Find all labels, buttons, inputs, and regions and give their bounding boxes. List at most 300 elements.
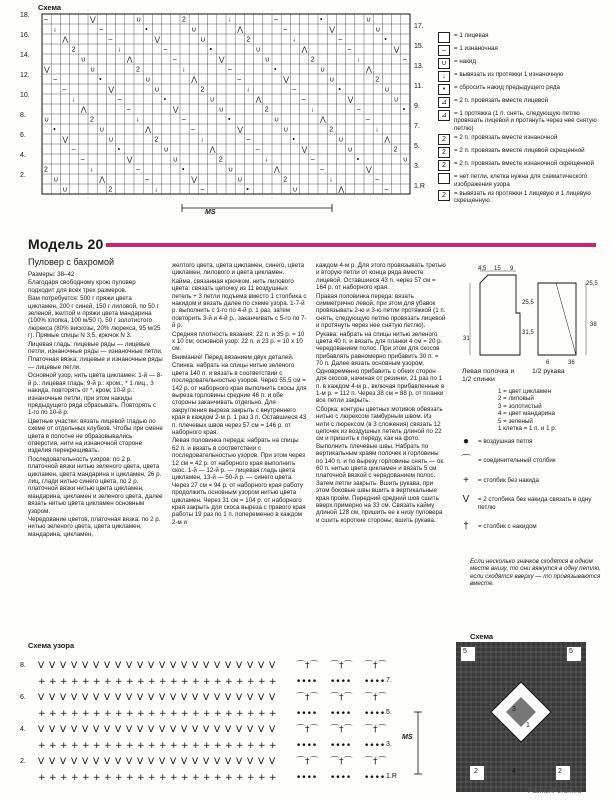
crochet-stitch: + bbox=[104, 741, 112, 751]
stitch-symbol: – bbox=[356, 106, 361, 114]
stitch-symbol: ∪ bbox=[172, 156, 178, 164]
legend-text: = 1 протяжка (1 п. снять, следующую петлю провязать лицевой и протянуть через нее снятую петлю) bbox=[454, 110, 597, 132]
crochet-stitch: V bbox=[71, 693, 78, 703]
crochet-stitch: + bbox=[159, 677, 167, 687]
stitch-symbol: ⋁ bbox=[283, 76, 289, 84]
crochet-stitch: V bbox=[82, 757, 89, 767]
crochet-stitch: + bbox=[137, 773, 145, 783]
stitch-symbol: ↓ bbox=[264, 156, 269, 164]
instructions-column-2 bbox=[172, 262, 307, 527]
crochet-stitch: V bbox=[71, 661, 78, 671]
crochet-stitch: V bbox=[214, 757, 221, 767]
crochet-stitch: + bbox=[60, 677, 68, 687]
stitch-symbol: – bbox=[292, 86, 297, 94]
crochet-stitch: V bbox=[49, 693, 56, 703]
crochet-stitch: V bbox=[170, 661, 177, 671]
crochet-stitch: V bbox=[137, 661, 144, 671]
stitch-symbol: 2 bbox=[200, 86, 205, 94]
crochet-stitch: V bbox=[214, 661, 221, 671]
legend-symbol-icon: 2 bbox=[438, 160, 450, 171]
bottom-row-left: 2. bbox=[20, 758, 26, 765]
stitch-symbol: ∪ bbox=[320, 66, 326, 74]
crochet-stitch: V bbox=[93, 661, 100, 671]
stitch-symbol: ∪ bbox=[292, 186, 298, 194]
color-key bbox=[498, 388, 608, 432]
stitch-symbol: ↓ bbox=[154, 186, 158, 194]
stitch-symbol: – bbox=[301, 96, 306, 104]
stitch-symbol: – bbox=[136, 166, 140, 174]
stitch-symbol: ↓ bbox=[90, 166, 94, 174]
crochet-stitch: V bbox=[214, 725, 221, 735]
stitch-symbol: – bbox=[402, 56, 407, 64]
stitch-symbol: – bbox=[283, 26, 288, 34]
crochet-stitch: V bbox=[126, 725, 133, 735]
stitch-symbol: ∪ bbox=[62, 186, 68, 194]
legend-symbol-icon: ↓ bbox=[438, 71, 450, 82]
crochet-stitch: + bbox=[181, 709, 189, 719]
row-number-left: 10. bbox=[20, 92, 30, 99]
crochet-stitch: V bbox=[269, 693, 276, 703]
crochet-stitch: V bbox=[60, 661, 67, 671]
crochet-stitch: V bbox=[126, 757, 133, 767]
stitch-symbol: ⋀ bbox=[62, 36, 69, 44]
crochet-fan: •••• bbox=[330, 677, 352, 687]
stitch-symbol: – bbox=[246, 136, 251, 144]
crochet-note: Если несколько значков сходятся в одном месте внизу, то они вяжутся в одну петлю, если сходятся вверху — то провязываются вместе. bbox=[470, 558, 601, 588]
crochet-stitch: + bbox=[214, 709, 222, 719]
crochet-stitch: + bbox=[71, 709, 79, 719]
bottom-row-right: 5. bbox=[386, 709, 392, 716]
crochet-stitch: V bbox=[82, 725, 89, 735]
crochet-stitch: + bbox=[104, 709, 112, 719]
paragraph: Платочная вязка: лицевые и изнаночные ряды — лицевые петли. bbox=[28, 356, 163, 371]
crochet-stitch: V bbox=[93, 693, 100, 703]
crochet-stitch: V bbox=[258, 693, 265, 703]
stitch-symbol: – bbox=[163, 46, 168, 54]
crochet-stitch: + bbox=[93, 709, 101, 719]
row-number-left: 16. bbox=[20, 32, 30, 39]
legend-text: = 2 п. провязать вместе лицевой скрещенной bbox=[454, 147, 585, 155]
stitch-symbol: • bbox=[53, 126, 56, 134]
crochet-fan: ⌒†⌒ bbox=[296, 757, 319, 767]
row-number-right: 15. bbox=[414, 43, 424, 50]
crochet-stitch: V bbox=[159, 661, 166, 671]
color-key-4: 4 = цвет мандарина bbox=[498, 410, 555, 418]
row-number-right: 11. bbox=[414, 83, 424, 90]
crochet-stitch: + bbox=[60, 709, 68, 719]
crochet-stitch: + bbox=[247, 709, 255, 719]
stitch-symbol: ∪ bbox=[366, 16, 372, 24]
crochet-stitch: + bbox=[192, 773, 200, 783]
crochet-stitch: V bbox=[192, 693, 199, 703]
bottom-row-right: 3. bbox=[386, 741, 392, 748]
crochet-stitch: V bbox=[203, 693, 210, 703]
crochet-key-text: = воздушная петля bbox=[478, 438, 533, 445]
crochet-fan: •••• bbox=[364, 709, 386, 719]
stitch-symbol: ∪ bbox=[209, 96, 215, 104]
stitch-symbol: ⋀ bbox=[145, 126, 151, 134]
crochet-fan: ⌒†⌒ bbox=[330, 757, 353, 767]
crochet-stitch: + bbox=[258, 677, 266, 687]
crochet-key-text: = столбик без накида bbox=[478, 476, 539, 484]
legend-item bbox=[438, 71, 610, 82]
crochet-fan: ⌒†⌒ bbox=[364, 661, 387, 671]
crochet-fan: •••• bbox=[296, 677, 318, 687]
stitch-symbol: 2 bbox=[218, 156, 223, 164]
crochet-stitch: V bbox=[203, 757, 210, 767]
crochet-stitch: V bbox=[115, 757, 122, 767]
crochet-stitch: + bbox=[38, 709, 46, 719]
crochet-stitch: V bbox=[159, 757, 166, 767]
crochet-stitch: + bbox=[60, 741, 68, 751]
crochet-stitch: + bbox=[60, 773, 68, 783]
crochet-stitch: V bbox=[181, 757, 188, 767]
stitch-symbol: – bbox=[274, 16, 278, 24]
crochet-stitch: V bbox=[247, 725, 254, 735]
crochet-stitch: V bbox=[258, 757, 265, 767]
crochet-fan: •••• bbox=[296, 741, 318, 751]
crochet-stitch: V bbox=[148, 725, 155, 735]
side-label-1: 6 bbox=[546, 360, 550, 366]
bottom-row-left: 8. bbox=[20, 662, 26, 669]
stitch-symbol: ∪ bbox=[90, 66, 96, 74]
stitch-symbol: ↓ bbox=[117, 46, 122, 54]
stitch-symbol: 2 bbox=[375, 76, 380, 84]
paragraph: Размеры: 38–42 bbox=[28, 271, 75, 278]
legend-symbol-icon: ∪ bbox=[438, 58, 450, 69]
stitch-symbol: ↓ bbox=[228, 16, 232, 24]
paragraph: каждом 4-м р. Для этого провязывать третью и вторую петли от конца ряда вместе лицевой. Оставшиеся 43 п. через 57 см = 164 р. от наборного края. bbox=[316, 262, 446, 292]
crochet-fan: ⌒†⌒ bbox=[330, 661, 353, 671]
crochet-stitch: + bbox=[137, 677, 145, 687]
legend-item bbox=[438, 160, 610, 171]
legend-symbol-icon: • bbox=[438, 84, 450, 95]
crochet-stitch: V bbox=[170, 725, 177, 735]
stitch-symbol: ⋀ bbox=[301, 46, 308, 54]
crochet-stitch: V bbox=[38, 693, 45, 703]
paragraph: Лицевая гладь: лицевые ряды — лицевые петли, изнаночные ряды — изнаночные петли. bbox=[28, 340, 163, 356]
stitch-symbol: – bbox=[126, 106, 131, 114]
stitch-symbol: 2 bbox=[182, 16, 186, 24]
model-subtitle: Пуловер с бахромой bbox=[28, 257, 115, 267]
paragraph: Благодаря свободному крою пуловер подходит для всех трех размеров. bbox=[28, 279, 136, 294]
stitch-symbol: • bbox=[320, 16, 323, 24]
motif-chart-title: Схема bbox=[470, 632, 494, 641]
crochet-stitch: + bbox=[214, 773, 222, 783]
row-number-left: 2. bbox=[20, 172, 26, 179]
stitch-symbol: 2 bbox=[264, 106, 269, 114]
paragraph: Внимание! Перед вязанием двух деталей. bbox=[172, 353, 294, 361]
crochet-stitch: V bbox=[148, 693, 155, 703]
crochet-stitch: V bbox=[71, 725, 78, 735]
stitch-symbol: ↓ bbox=[356, 56, 361, 64]
stitch-symbol: ⋀ bbox=[384, 136, 391, 144]
crochet-key-item bbox=[460, 474, 610, 486]
stitch-symbol: ⋀ bbox=[99, 176, 105, 184]
legend-item bbox=[438, 58, 610, 69]
crochet-symbol-icon: ⌒ bbox=[461, 455, 471, 467]
stitch-symbol: – bbox=[145, 176, 150, 184]
crochet-fan: •••• bbox=[330, 773, 352, 783]
crochet-key-text: = столбик с накидом bbox=[478, 523, 537, 531]
dim-right-4: 38 bbox=[590, 322, 597, 328]
crochet-stitch: + bbox=[236, 773, 244, 783]
legend-symbol-icon: 2 bbox=[438, 147, 450, 158]
crochet-stitch: + bbox=[192, 741, 200, 751]
crochet-stitch: + bbox=[115, 677, 123, 687]
crochet-stitch: + bbox=[126, 677, 134, 687]
stitch-symbol: ⋀ bbox=[80, 106, 87, 114]
stitch-symbol: ⋀ bbox=[274, 166, 280, 174]
motif-num-6: 4 bbox=[512, 768, 516, 775]
crochet-stitch: V bbox=[93, 757, 100, 767]
crochet-stitch: + bbox=[258, 741, 266, 751]
crochet-symbol-icon: V bbox=[462, 494, 470, 506]
motif-num-7: 2 bbox=[558, 768, 562, 775]
schematic-caption-left: Левая полочка и 1/2 спинки bbox=[462, 368, 515, 383]
legend-symbol-icon: – bbox=[438, 45, 450, 56]
row-number-left: 12. bbox=[20, 72, 30, 79]
crochet-stitch: + bbox=[236, 741, 244, 751]
legend-item bbox=[438, 84, 610, 95]
row-number-right: 9. bbox=[414, 103, 420, 110]
crochet-stitch: + bbox=[170, 741, 178, 751]
crochet-stitch: + bbox=[137, 741, 145, 751]
paragraph: Правая половинка переда: вязать симметрично левой, при этом для убавок провязывать 2-ю и 3-ю петли протяжкой (1 п. снять, следующую петлю провязать лицевой и протянуть через нее снятую петлю). bbox=[316, 292, 446, 330]
row-number-left: 8. bbox=[20, 112, 26, 119]
motif-num-2: 5 bbox=[569, 648, 573, 655]
stitch-symbol: – bbox=[99, 26, 104, 34]
motif-num-4: 1 bbox=[526, 722, 530, 729]
crochet-stitch: + bbox=[104, 773, 112, 783]
stitch-symbol: ⋀ bbox=[320, 116, 326, 124]
stitch-symbol: ⋁ bbox=[126, 156, 133, 164]
crochet-stitch: V bbox=[247, 693, 254, 703]
crochet-stitch: + bbox=[38, 741, 46, 751]
legend-symbol-icon bbox=[438, 32, 450, 43]
legend-item bbox=[438, 190, 610, 205]
stitch-symbol: – bbox=[366, 116, 370, 124]
paragraph: Цветные участки: вязать лицевой гладью по схеме от отдельных клубков. Чтобы при смене цвета в полотне не образовывались отверстия, нити на изнаночной стороне изделия перекрещивать. bbox=[28, 417, 163, 455]
crochet-stitch: V bbox=[225, 693, 232, 703]
crochet-stitch: V bbox=[192, 661, 199, 671]
legend-item bbox=[438, 110, 610, 132]
stitch-symbol: – bbox=[62, 86, 67, 94]
paragraph: Основной узор, нить цвета цикламен: 1-й — 8-й р.: лицевая гладь; 9-й р.: кром., * 1 лиц., 3 накида, повторять от *, кром; 10-й р.: изнаночные петли, при этом накиды предыдущего ряда сбрасывать. Повторять с 1-го по 10-й р. bbox=[28, 372, 163, 417]
stitch-symbol: ∪ bbox=[375, 26, 381, 34]
side-label-2: 36 bbox=[568, 360, 575, 366]
crochet-stitch: V bbox=[126, 693, 133, 703]
crochet-stitch: V bbox=[269, 661, 276, 671]
legend-text: = сбросить накид предыдущего ряда bbox=[454, 84, 560, 91]
stitch-symbol: – bbox=[338, 36, 343, 44]
crochet-stitch: V bbox=[115, 693, 122, 703]
stitch-symbol: – bbox=[255, 146, 260, 154]
legend-item bbox=[438, 45, 610, 56]
stitch-symbol: ↓ bbox=[375, 126, 379, 134]
stitch-symbol: 2 bbox=[44, 166, 48, 174]
stitch-symbol: • bbox=[274, 66, 277, 74]
crochet-stitch: + bbox=[203, 773, 211, 783]
crochet-stitch: + bbox=[93, 773, 101, 783]
stitch-symbol: • bbox=[384, 36, 387, 44]
crochet-stitch: + bbox=[170, 709, 178, 719]
crochet-stitch: V bbox=[236, 757, 243, 767]
crochet-stitch: + bbox=[82, 677, 90, 687]
crochet-stitch: + bbox=[159, 741, 167, 751]
paragraph: Вам потребуется: 500 г пряжи цвета цикламен, 200 г синей, 150 г лиловой, по 50 г зеленой, желтой и пряжи цвета мандарина (100% хлопка, 100 м/50 г), 50 г золотистого люрекса (80% вискозы, 20% люрекса, 95 м/25 г). Прямые спицы N 3,5, крючок N 3. bbox=[28, 295, 161, 340]
stitch-symbol: – bbox=[228, 66, 232, 74]
stitch-symbol: ∪ bbox=[218, 106, 224, 114]
crochet-stitch: V bbox=[82, 693, 89, 703]
crochet-fan: ⌒†⌒ bbox=[330, 693, 353, 703]
paragraph: Средняя плотность вязания: 22 п. и 35 р. = 10 х 10 см; основной узор: 22 п. и 23 р. = 10 х 10 см. bbox=[172, 330, 305, 353]
bottom-row-right: 7. bbox=[386, 677, 392, 684]
crochet-stitch: V bbox=[203, 725, 210, 735]
crochet-stitch: + bbox=[225, 773, 233, 783]
stitch-symbol: ↓ bbox=[310, 106, 315, 114]
stitch-symbol: • bbox=[99, 76, 102, 84]
legend-text: = 2 п. провязать вместе изнаночной bbox=[454, 134, 558, 142]
crochet-fan: ⌒†⌒ bbox=[330, 725, 353, 735]
legend-item bbox=[438, 147, 610, 158]
crochet-stitch: V bbox=[159, 693, 166, 703]
stitch-symbol: • bbox=[292, 136, 295, 144]
stitch-symbol: – bbox=[310, 156, 315, 164]
stitch-symbol: ∪ bbox=[237, 176, 243, 184]
stitch-symbol: 2 bbox=[136, 66, 140, 74]
legend-symbol-icon: 2 bbox=[438, 134, 450, 145]
stitch-symbol: ∪ bbox=[264, 56, 270, 64]
stitch-symbol: ⋁ bbox=[237, 126, 243, 134]
crochet-fan: •••• bbox=[330, 709, 352, 719]
crochet-stitch: V bbox=[49, 661, 56, 671]
crochet-key-item bbox=[460, 496, 610, 511]
crochet-stitch: V bbox=[104, 757, 111, 767]
crochet-stitch: V bbox=[137, 725, 144, 735]
stitch-symbol: ↓ bbox=[292, 36, 296, 44]
stitch-symbol: ∪ bbox=[53, 176, 59, 184]
stitch-symbol: ∪ bbox=[80, 56, 86, 64]
stitch-symbol: ⋀ bbox=[237, 26, 243, 34]
stitch-symbol: 2 bbox=[90, 116, 94, 124]
crochet-stitch: V bbox=[170, 757, 177, 767]
paragraph: желтого цвета, цвета цикламен, синего, цвета цикламен, лилового и цвета цикламен. bbox=[172, 262, 305, 277]
crochet-stitch: + bbox=[148, 677, 156, 687]
crochet-stitch: + bbox=[170, 773, 178, 783]
bottom-row-left: 6. bbox=[20, 694, 26, 701]
stitch-symbol: ∪ bbox=[154, 86, 160, 94]
crochet-stitch: + bbox=[148, 741, 156, 751]
stitch-symbol: ∪ bbox=[274, 116, 280, 124]
legend-item bbox=[438, 134, 610, 145]
crochet-stitch: V bbox=[60, 693, 67, 703]
motif-num-3: 3 bbox=[512, 706, 516, 713]
stitch-symbol: – bbox=[182, 116, 186, 124]
paragraph: Левая половинка переда: набрать на спицы 62 п. и вязать в соответствии с последовательностью узоров. При этом через 12 см = 42 р. от наборного края выполнить скос. 1-й — 12-й р. — лицевая гладь цвета цикламен, 13-й — 50-й р. — синего цвета. Через 27 см = 94 р. от наборного края работу продолжить основным узором нитью цвета цикламен. Через 31 см = 104 р. от наборного края закрыть для скоса выреза с правого края работы 19 раз по 1 п. попеременно в каждом 2-м и bbox=[172, 437, 306, 526]
legend-text: = 1 изнаночная bbox=[454, 45, 498, 52]
stitch-symbol: ⋁ bbox=[154, 36, 161, 44]
crochet-stitch: + bbox=[236, 677, 244, 687]
crochet-key-text: = соединительный столбик bbox=[478, 457, 556, 465]
crochet-key-item bbox=[460, 455, 610, 467]
stitch-symbol: ↓ bbox=[182, 66, 186, 74]
stitch-symbol: ∪ bbox=[228, 166, 234, 174]
stitch-symbol: – bbox=[375, 176, 380, 184]
rapport-label: MS bbox=[205, 209, 216, 216]
bottom-chart-title: Схема узора bbox=[28, 641, 75, 650]
knitting-chart-grid bbox=[32, 12, 424, 224]
crochet-stitch: V bbox=[203, 661, 210, 671]
stitch-symbol: 2 bbox=[310, 56, 315, 64]
stitch-symbol: ⋀ bbox=[255, 96, 262, 104]
stitch-symbol: ∪ bbox=[163, 146, 169, 154]
crochet-stitch: + bbox=[115, 773, 123, 783]
crochet-stitch: + bbox=[82, 741, 90, 751]
legend-text: = нет петли, клетка нужна для схематического изображения узора bbox=[454, 173, 588, 188]
crochet-stitch: V bbox=[137, 757, 144, 767]
crochet-stitch: V bbox=[104, 661, 111, 671]
stitch-symbol: 2 bbox=[283, 176, 288, 184]
stitch-symbol: • bbox=[356, 156, 360, 164]
stitch-symbol: 2 bbox=[108, 186, 113, 194]
crochet-fan: ⌒†⌒ bbox=[296, 661, 319, 671]
crochet-symbol-icon: ● bbox=[462, 436, 470, 447]
crochet-stitch: + bbox=[104, 677, 112, 687]
crochet-key bbox=[460, 438, 610, 542]
crochet-stitch: V bbox=[225, 757, 232, 767]
dim-right-3: 31,5 bbox=[522, 330, 534, 336]
stitch-symbol: ∪ bbox=[255, 46, 261, 54]
legend-text: = вывязать из протяжки 1 лицевую и 1 лицевую скрещенную bbox=[454, 190, 591, 205]
crochet-stitch: + bbox=[181, 773, 189, 783]
color-key-3: 3 = золотистый bbox=[498, 402, 542, 410]
stitch-symbol: ∪ bbox=[99, 126, 105, 134]
stitch-symbol: ∪ bbox=[402, 156, 408, 164]
crochet-fan: •••• bbox=[364, 773, 386, 783]
crochet-stitch: + bbox=[115, 741, 123, 751]
stitch-symbol: – bbox=[80, 156, 85, 164]
crochet-stitch: V bbox=[38, 661, 45, 671]
crochet-stitch: + bbox=[192, 677, 200, 687]
crochet-stitch: V bbox=[258, 661, 265, 671]
dim-left-1: 31 bbox=[463, 336, 470, 342]
motif-num-5: 2 bbox=[474, 768, 478, 775]
dim-right-2: 25,5 bbox=[522, 300, 534, 306]
color-key-6: 1 клетка = 1 п. и 1 р. bbox=[498, 425, 557, 433]
stitch-symbol: ↓ bbox=[329, 176, 333, 184]
schematic-caption-right: 1/2 рукава bbox=[532, 368, 565, 375]
crochet-stitch: V bbox=[236, 725, 243, 735]
stitch-symbol: ⋁ bbox=[44, 66, 50, 74]
stitch-symbol: – bbox=[117, 96, 122, 104]
crochet-stitch: V bbox=[71, 757, 78, 767]
crochet-stitch: + bbox=[269, 677, 277, 687]
crochet-stitch: + bbox=[269, 741, 277, 751]
dim-right-1: 25,5 bbox=[586, 281, 598, 287]
crochet-stitch: + bbox=[159, 709, 167, 719]
row-number-left: 18. bbox=[20, 12, 30, 19]
crochet-stitch: + bbox=[269, 773, 277, 783]
legend-symbol-icon: ⊿ bbox=[438, 110, 450, 121]
crochet-stitch: + bbox=[203, 709, 211, 719]
crochet-fan: •••• bbox=[330, 741, 352, 751]
legend-text: = 1 лицевая bbox=[454, 32, 489, 39]
stitch-symbol: ↓ bbox=[246, 86, 250, 94]
legend-symbol-icon: 2 bbox=[438, 190, 450, 201]
stitch-symbol: ∪ bbox=[329, 76, 335, 84]
stitch-symbol: 2 bbox=[393, 146, 398, 154]
